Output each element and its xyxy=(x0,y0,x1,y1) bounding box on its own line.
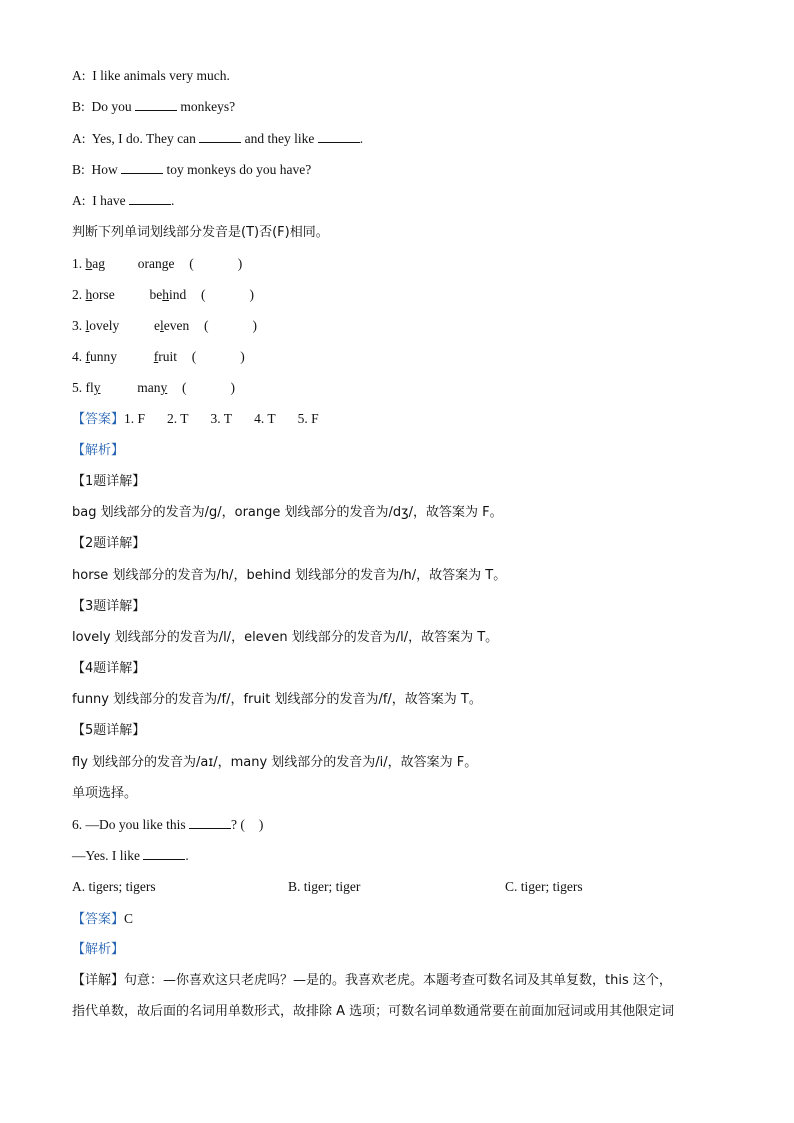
item-number: 2. xyxy=(72,287,83,302)
detail-text-1: bag 划线部分的发音为/g/，orange 划线部分的发音为/dʒ/，故答案为 F。 xyxy=(72,505,503,520)
answer-paren[interactable]: ( ) xyxy=(191,349,245,364)
answer-value: 1. F xyxy=(124,411,146,426)
detail-title-4: 【4题详解】 xyxy=(72,661,146,676)
word-1: fly xyxy=(85,380,101,395)
dialogue-text: I have xyxy=(92,193,126,208)
answer-label: 【答案】 xyxy=(72,412,125,427)
speaker-label: A: xyxy=(72,193,86,208)
q6-analysis-label: 【解析】 xyxy=(72,942,125,957)
underlined-letters: l xyxy=(160,318,164,333)
question-text: ) xyxy=(258,817,264,832)
option-a[interactable]: A. tigers; tigers xyxy=(72,879,156,894)
word-1: lovely xyxy=(85,318,120,333)
speaker-label: B: xyxy=(72,99,85,114)
word-2: orange xyxy=(137,256,175,271)
question-text: —Yes. I like xyxy=(72,848,141,863)
q6-detail-line-1 xyxy=(72,972,672,990)
item-number: 3. xyxy=(72,318,83,333)
answer-blank xyxy=(189,816,231,829)
option-b[interactable]: B. tiger; tiger xyxy=(288,879,361,894)
answer-label: 【答案】 xyxy=(72,912,125,927)
item-number: 4. xyxy=(72,349,83,364)
phonics-item-3 xyxy=(72,317,257,335)
dialogue-line-4 xyxy=(72,161,311,179)
dialogue-text: Yes, I do. They can xyxy=(91,131,196,146)
underlined-letters: h xyxy=(162,287,169,302)
detail-text-2: horse 划线部分的发音为/h/，behind 划线部分的发音为/h/，故答案为 T。 xyxy=(72,568,507,583)
answer-value: C xyxy=(124,911,134,926)
answer-blank xyxy=(199,130,241,143)
answer-row xyxy=(72,410,319,429)
answer-value: 5. F xyxy=(297,411,319,426)
answer-paren[interactable]: ( ) xyxy=(182,380,235,395)
underlined-letters: l xyxy=(85,318,90,333)
detail-title-2: 【2题详解】 xyxy=(72,536,146,551)
detail-title-5: 【5题详解】 xyxy=(72,723,146,738)
detail-title-3: 【3题详解】 xyxy=(72,599,146,614)
item-number: 1. xyxy=(72,256,83,271)
word-1: bag xyxy=(85,256,105,271)
phonics-item-1 xyxy=(72,255,242,273)
underlined-letters: y xyxy=(93,380,101,395)
underlined-letters: y xyxy=(160,380,168,395)
answer-paren[interactable]: ( ) xyxy=(189,256,243,271)
speaker-label: A: xyxy=(72,131,86,146)
detail-label: 【详解】 xyxy=(72,973,125,988)
dialogue-text: . xyxy=(170,193,175,208)
word-1: funny xyxy=(85,349,117,364)
section-heading-phonics: 判断下列单词划线部分发音是(T)否(F)相同。 xyxy=(72,225,329,240)
dialogue-text: I like animals very much. xyxy=(92,68,230,83)
detail-text: 句意：—你喜欢这只老虎吗？—是的。我喜欢老虎。本题考查可数名词及其单复数，this 这个， xyxy=(124,973,672,988)
dialogue-line-5 xyxy=(72,192,174,210)
q6-answer-row xyxy=(72,910,133,929)
answer-value: 4. T xyxy=(254,411,276,426)
question-6-line-2 xyxy=(72,847,189,865)
phonics-item-4 xyxy=(72,348,245,366)
speaker-label: A: xyxy=(72,68,86,83)
dialogue-text: and they like xyxy=(244,131,315,146)
speaker-label: B: xyxy=(72,162,85,177)
detail-text-5: fly 划线部分的发音为/aɪ/，many 划线部分的发音为/i/，故答案为 F。 xyxy=(72,755,478,770)
word-1: horse xyxy=(85,287,115,302)
dialogue-text: How xyxy=(91,162,118,177)
dialogue-text: toy monkeys do you have? xyxy=(166,162,312,177)
q6-detail-line-2: 指代单数，故后面的名词用单数形式，故排除 A 选项；可数名词单数通常要在前面加冠词或用其他限定词 xyxy=(72,1004,675,1019)
underlined-letters: f xyxy=(153,349,159,364)
detail-text-4: funny 划线部分的发音为/f/，fruit 划线部分的发音为/f/，故答案为 T。 xyxy=(72,692,482,707)
dialogue-text: monkeys? xyxy=(180,99,236,114)
detail-text-3: lovely 划线部分的发音为/l/，eleven 划线部分的发音为/l/，故答案为 T。 xyxy=(72,630,499,645)
dialogue-text: Do you xyxy=(91,99,132,114)
answer-paren[interactable]: ( ) xyxy=(204,318,258,333)
word-2: many xyxy=(137,380,168,395)
word-2: eleven xyxy=(154,318,190,333)
answer-blank xyxy=(318,130,360,143)
phonics-item-2 xyxy=(72,286,254,304)
answer-paren[interactable]: ( ) xyxy=(201,287,255,302)
answer-value: 3. T xyxy=(210,411,233,426)
underlined-letters: g xyxy=(161,256,169,271)
answer-blank xyxy=(129,192,171,205)
question-text: . xyxy=(185,848,189,863)
word-2: behind xyxy=(149,287,187,302)
underlined-letters: b xyxy=(85,256,93,271)
analysis-label: 【解析】 xyxy=(72,443,125,458)
dialogue-line-1 xyxy=(72,67,230,85)
section-heading-choice: 单项选择。 xyxy=(72,786,138,801)
dialogue-text: . xyxy=(359,131,364,146)
dialogue-line-2 xyxy=(72,98,235,116)
answer-blank xyxy=(121,161,163,174)
answer-blank xyxy=(143,847,185,860)
phonics-item-5 xyxy=(72,379,235,397)
answer-value: 2. T xyxy=(167,411,189,426)
question-text: ? ( xyxy=(231,817,245,832)
dialogue-line-3 xyxy=(72,130,363,148)
option-c[interactable]: C. tiger; tigers xyxy=(505,879,583,894)
question-6-line-1 xyxy=(72,816,263,834)
underlined-letters: f xyxy=(85,349,90,364)
word-2: fruit xyxy=(153,349,177,364)
detail-title-1: 【1题详解】 xyxy=(72,474,146,489)
underlined-letters: h xyxy=(85,287,93,302)
answer-blank xyxy=(135,98,177,111)
question-text: 6. —Do you like this xyxy=(72,817,186,832)
item-number: 5. xyxy=(72,380,83,395)
